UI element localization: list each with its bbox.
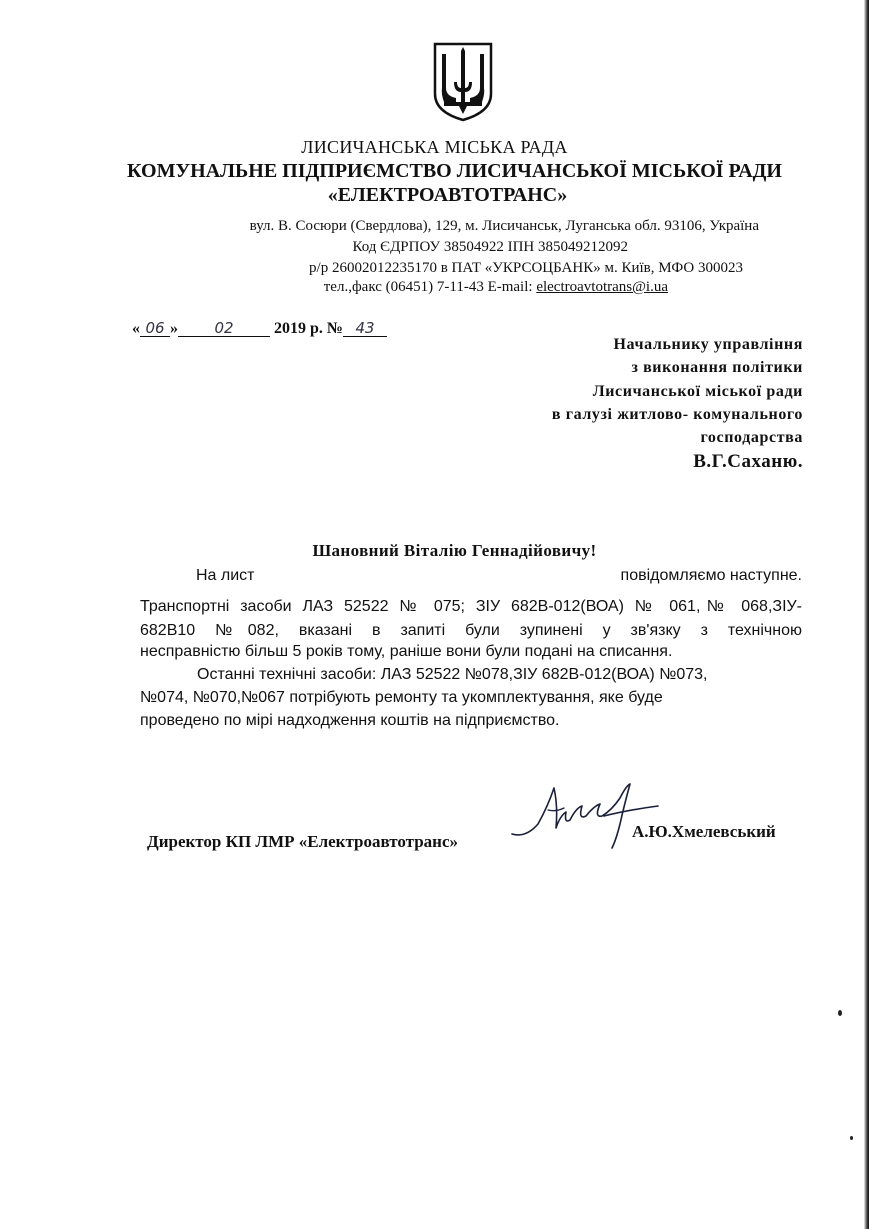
recipient-line-1: Начальнику управління xyxy=(613,336,803,353)
scan-speck xyxy=(850,1136,853,1140)
date-month: 02 xyxy=(178,320,270,337)
body-p1-start: На лист xyxy=(196,567,255,584)
scan-speck xyxy=(838,1010,842,1016)
contact-line xyxy=(324,279,668,296)
body-line-3: 682В10 №082, вказані в запиті були зупинені у зв'язку з технічною xyxy=(140,622,802,639)
address-line: вул. В. Сосюри (Свердлова), 129, м. Лисичанськ, Луганська обл. 93106, Україна xyxy=(249,218,759,234)
codes-line: Код ЄДРПОУ 38504922 ІПН 385049212092 xyxy=(352,239,628,255)
date-day: 06 xyxy=(140,320,170,337)
email-link[interactable]: electroavtotrans@i.ua xyxy=(536,279,668,295)
body-line-5: Останні технічні засоби: ЛАЗ 52522 №078,ЗІУ 682В-012(ВОА) №073, xyxy=(197,666,708,683)
recipient-line-2: з виконання політики xyxy=(631,359,803,376)
body-p1-end: повідомляємо наступне. xyxy=(620,567,802,584)
close-quote: » xyxy=(170,320,178,337)
signatory-title: Директор КП ЛМР «Електроавтотранс» xyxy=(147,832,459,851)
recipient-name: В.Г.Саханю. xyxy=(693,451,803,472)
signatory-name: А.Ю.Хмелевський xyxy=(632,822,776,841)
reference-line xyxy=(132,320,387,338)
reference-number: 43 xyxy=(343,320,387,337)
enterprise-heading: КОМУНАЛЬНЕ ПІДПРИЄМСТВО ЛИСИЧАНСЬКОЇ МІСЬКОЇ РАДИ xyxy=(127,160,782,182)
handwritten-signature xyxy=(508,776,668,856)
phone-text: тел.,факс (06451) 7-11-43 E-mail: xyxy=(323,279,537,295)
recipient-line-5: господарства xyxy=(700,429,803,446)
body-line-4: несправністю більш 5 років тому, раніше вони були подані на списання. xyxy=(140,643,673,660)
open-quote: « xyxy=(132,320,140,337)
recipient-line-3: Лисичанської міської ради xyxy=(592,383,803,400)
coat-of-arms-icon xyxy=(432,42,494,122)
bank-line: р/р 26002012235170 в ПАТ «УКРСОЦБАНК» м. Київ, МФО 300023 xyxy=(309,260,743,276)
recipient-line-4: в галузі житлово- комунального xyxy=(551,406,803,423)
body-line-2: Транспортні засоби ЛАЗ 52522 № 075; ЗІУ 682В-012(ВОА) № 061,№ 068,ЗІУ- xyxy=(140,598,802,615)
body-line-6: №074, №070,№067 потрібують ремонту та укомплектування, яке буде xyxy=(140,689,663,706)
year-text: 2019 р. № xyxy=(270,320,343,337)
greeting: Шановний Віталію Геннадійовичу! xyxy=(312,541,597,560)
body-line-7: проведено по мірі надходження коштів на підприємство. xyxy=(140,712,560,729)
council-heading: ЛИСИЧАНСЬКА МІСЬКА РАДА xyxy=(301,137,568,157)
enterprise-name: «ЕЛЕКТРОАВТОТРАНС» xyxy=(327,184,568,206)
